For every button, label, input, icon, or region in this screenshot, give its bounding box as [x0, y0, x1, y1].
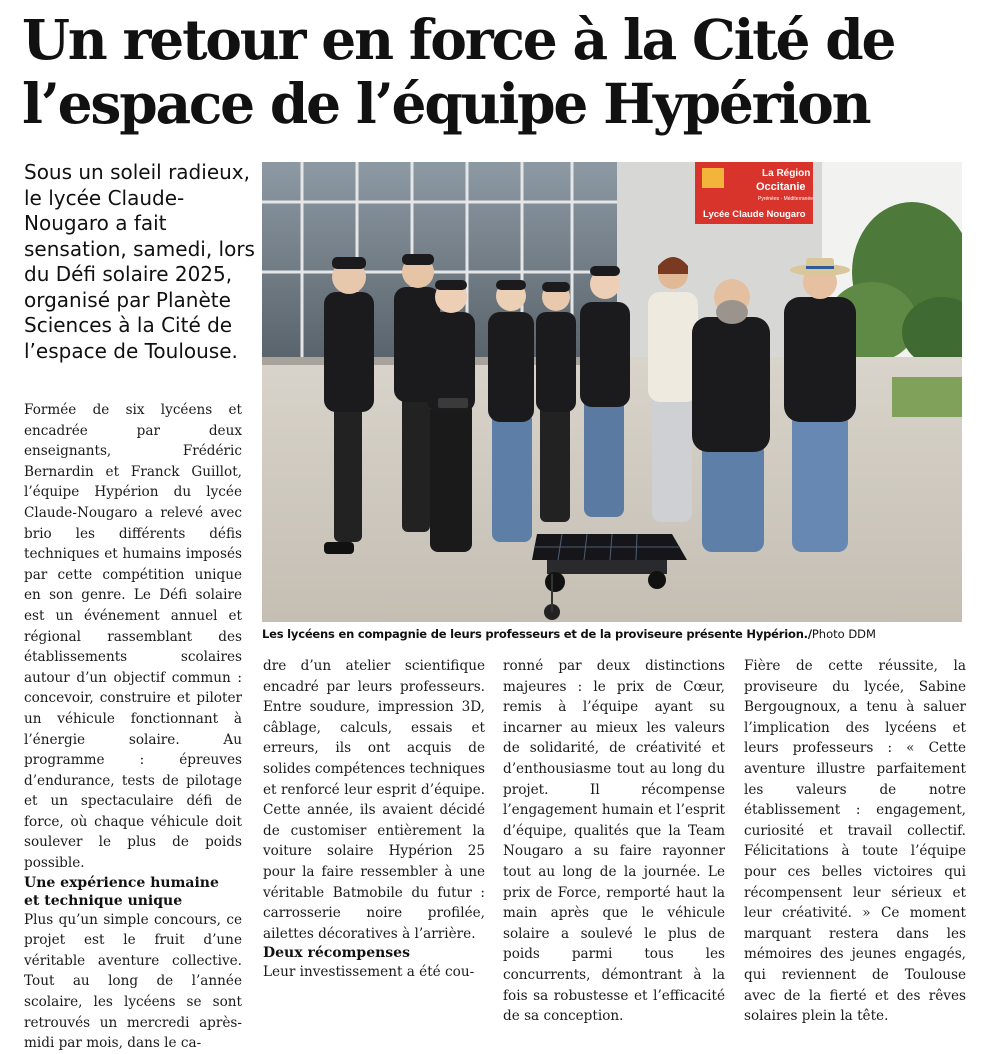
caption-text: Les lycéens en compagnie de leurs professeurs et de la proviseure présente Hypérion./	[262, 627, 812, 641]
subheading-2: Deux récompenses	[263, 945, 410, 962]
body-paragraph: dre d’un atelier scientifique encadré par leurs professeurs. Entre soudure, impression 3D, câblage, calculs, essais et erreurs, ils ont acquis de solides compétences techniques et renforcé leur esprit d’équipe. Cette année, ils avaient décidé de customiser entièrement la voiture solaire Hypérion 25 pour la faire ressembler à une véritable Batmobile du futur : carrosserie noire profilée, ailettes décoratives à l’arrière.	[263, 658, 486, 942]
column-4	[744, 656, 966, 1027]
team-photo-illustration	[262, 162, 962, 622]
body-paragraph: ronné par deux distinctions majeures : le prix de Cœur, remis à l’équipe ayant su incarner au mieux les valeurs de solidarité, de créativité et d’enthousiasme tout au long du projet. Il récompense l’engagement humain et l’esprit d’équipe, qualités que la Team Nougaro a su faire rayonner tout au long de la journée. Le prix de Force, remporté haut la main après que le véhicule solaire a soulevé le plus de poids parmi tous les concurrents, démontrant à la fois sa robustesse et l’efficacité de sa conception.	[503, 658, 725, 1025]
teacher-1	[692, 279, 770, 552]
student-3	[427, 280, 475, 552]
sign-line-1: La Région	[762, 168, 811, 179]
body-paragraph: Formée de six lycéens et encadrée par deux enseignants, Frédéric Bernardin et Franck Guillot, l’équipe Hypérion du lycée Claude-Nougaro a relevé avec brio les différents défis techniques et humains imposés par cette compétition unique en son genre. Le Défi solaire est un événement annuel et régional rassemblant des établissements scolaires autour d’un objectif commun : concevoir, construire et piloter un véhicule fonctionnant à l’énergie solaire. Au programme : épreuves d’endurance, tests de pilotage et un spectaculaire défi de force, où chaque véhicule doit soulever le plus de poids possible.	[24, 402, 242, 872]
sign-line-3: Pyrénées · Méditerranée	[758, 196, 814, 202]
column-3	[503, 656, 725, 1027]
region-sign	[695, 162, 813, 224]
headline-line-1: Un retour en force à la Cité de	[22, 7, 895, 72]
teacher-2	[784, 258, 856, 552]
principal	[648, 257, 698, 522]
photo-credit: Photo DDM	[811, 627, 876, 641]
body-paragraph: Fière de cette réussite, la proviseure du lycée, Sabine Bergougnoux, a tenu à saluer l’implication des lycéens et leurs professeurs : « Cette aventure illustre parfaitement les valeurs de notre établissement : engagement, curiosité et travail collectif. Félicitations à toute l’équipe pour ces belles victoires qui récompensent leur sérieux et leur créativité. » Ce moment marquant restera dans les mémoires des jeunes engagés, qui reviennent de Toulouse avec de la fierté et des rêves solaires plein la tête.	[744, 658, 966, 1025]
team-photo	[262, 162, 962, 622]
student-5	[536, 282, 576, 522]
body-paragraph: Plus qu’un simple concours, ce projet est le fruit d’une véritable aventure collective. Tout au long de l’année scolaire, les lycéens se sont retrouvés un mercredi après-midi par mois, dans le ca-	[24, 911, 242, 1052]
subheading-1-line-2: et technique unique	[24, 892, 183, 909]
lawn	[892, 377, 962, 417]
student-6	[580, 266, 630, 517]
body-paragraph: Leur investissement a été cou-	[263, 964, 475, 981]
sign-school: Lycée Claude Nougaro	[703, 209, 806, 220]
headline-line-2: l’espace de l’équipe Hypérion	[22, 71, 870, 136]
subheading-1	[24, 874, 242, 910]
sign-line-2: Occitanie	[756, 181, 806, 193]
subheading-1-line-1: Une expérience humaine	[24, 874, 219, 891]
lead-paragraph: Sous un soleil radieux, le lycée Claude-Nougaro a fait sensation, samedi, lors du Défi solaire 2025, organisé par Planète Sciences à la Cité de l’espace de Toulouse.	[24, 160, 255, 363]
headline	[22, 8, 982, 136]
column-1	[24, 400, 242, 1054]
student-4	[488, 280, 534, 542]
column-2	[263, 656, 485, 983]
photo-caption	[262, 626, 962, 642]
